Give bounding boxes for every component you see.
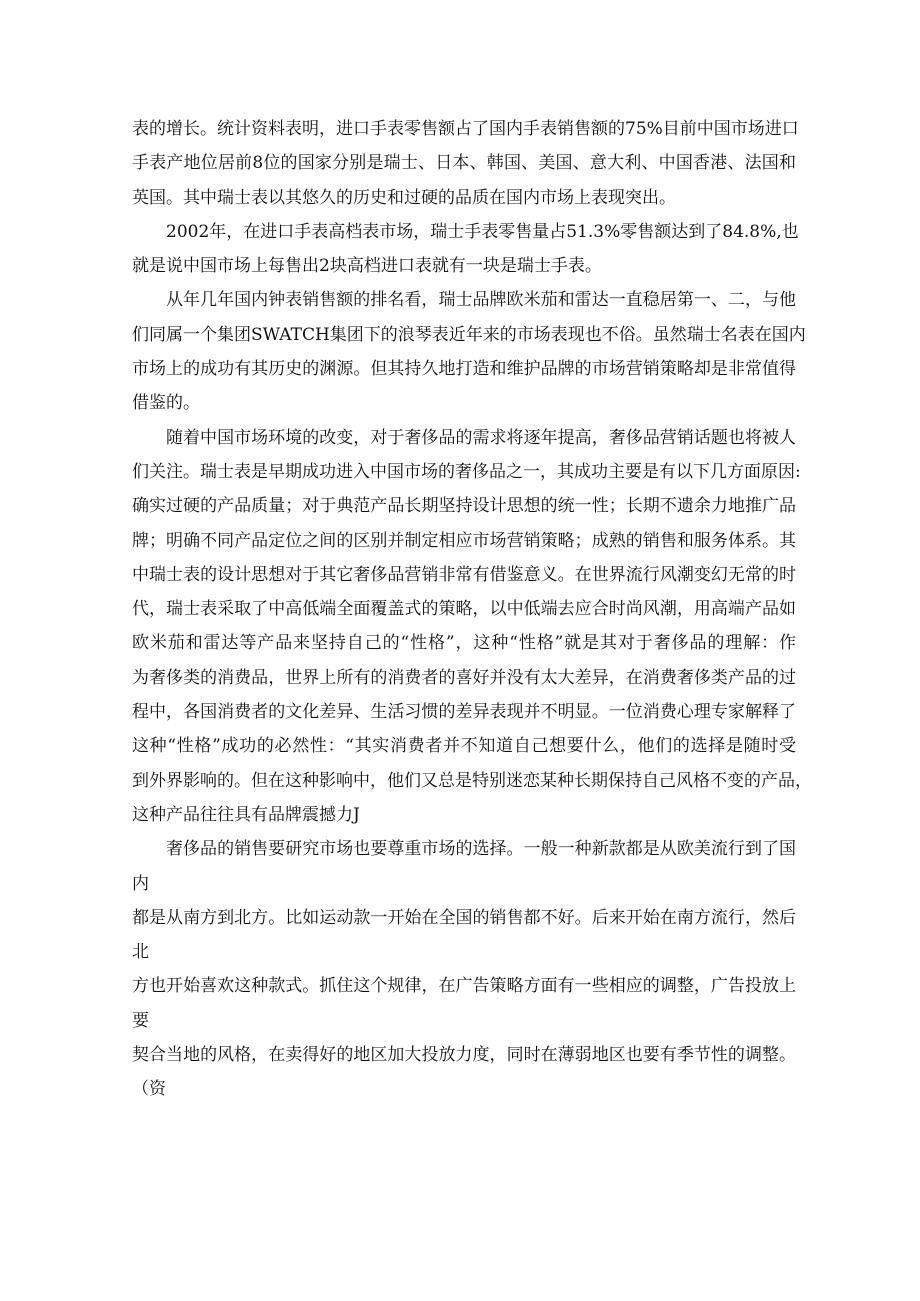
text-line: 要 [132, 1010, 149, 1031]
text-line: 英国。其中瑞士表以其悠久的历史和过硬的品质在国内市场上表现突出。 [132, 187, 676, 208]
text-line: 这种“性格”成功的必然性：“其实消费者并不知道自己想要什么，他们的选择是随时受 [132, 736, 796, 757]
text-line: 牌；明确不同产品定位之间的区别并制定相应市场营销策略；成熟的销售和服务体系。其 [132, 530, 796, 551]
text-line: 为奢侈类的消费品，世界上所有的消费者的喜好并没有太大差异，在消费奢侈类产品的过 [132, 667, 796, 688]
text-line: （资 [132, 1079, 166, 1100]
text-line: 内 [132, 873, 149, 894]
text-line: 就是说中国市场上每售出2块高档进口表就有一块是瑞士手表。 [132, 256, 602, 277]
text-line: 从年几年国内钟表销售额的排名看，瑞士品牌欧米茄和雷达一直稳居第一、二，与他 [166, 290, 796, 311]
text-line: 到外界影响的。但在这种影响中，他们又总是特别迷恋某种长期保持自己风格不变的产品， [132, 770, 812, 791]
text-line: 市场上的成功有其历史的渊源。但其持久地打造和维护品牌的市场营销策略却是非常值得 [132, 359, 796, 380]
text-line: 随着中国市场环境的改变，对于奢侈品的需求将逐年提高，奢侈品营销话题也将被人 [166, 427, 796, 448]
text-line: 奢侈品的销售要研究市场也要尊重市场的选择。一般一种新款都是从欧美流行到了国 [166, 839, 796, 860]
text-line: 中瑞士表的设计思想对于其它奢侈品营销非常有借鉴意义。在世界流行风潮变幻无常的时 [132, 564, 796, 585]
paragraph-1 [132, 112, 799, 215]
paragraph-5 [132, 832, 796, 1106]
text-line: 们关注。瑞士表是早期成功进入中国市场的奢侈品之一，其成功主要是有以下几方面原因: [132, 461, 801, 482]
text-line: 程中，各国消费者的文化差异、生活习惯的差异表现并不明显。一位消费心理专家解释了 [132, 702, 796, 723]
text-line: 表的增长。统计资料表明，进口手表零售额占了国内手表销售额的75%目前中国市场进口 [132, 119, 799, 139]
text-line: 这种产品往往具有品牌震撼力J [132, 804, 360, 825]
text-line: 契合当地的风格，在卖得好的地区加大投放力度，同时在薄弱地区也要有季节性的调整。 [132, 1045, 796, 1066]
text-line: 欧米茄和雷达等产品来坚持自己的“性格”，这种“性格”就是其对于奢侈品的理解：作 [132, 633, 796, 654]
text-line: 确实过硬的产品质量；对于典范产品长期坚持设计思想的统一性；长期不遗余力地推广品 [132, 496, 796, 517]
text-line: 们同属一个集团SWATCH集团下的浪琴表近年来的市场表现也不俗。虽然瑞士名表在国内 [132, 324, 806, 345]
paragraph-3 [132, 283, 806, 420]
text-line: 手表产地位居前8位的国家分别是瑞士、日本、韩国、美国、意大利、中国香港、法国和 [132, 153, 796, 174]
paragraph-2 [132, 215, 799, 284]
document-page [132, 112, 812, 1107]
text-line: 代，瑞士表采取了中高低端全面覆盖式的策略，以中低端去应合时尚风潮，用高端产品如 [132, 599, 796, 620]
text-line: 2002年，在进口手表高档表市场，瑞士手表零售量占51.3%零售额达到了84.8%,也 [166, 221, 799, 242]
text-line: 都是从南方到北方。比如运动款一开始在全国的销售都不好。后来开始在南方流行，然后 [132, 907, 796, 928]
paragraph-4 [132, 421, 812, 833]
text-line: 北 [132, 942, 149, 963]
text-line: 借鉴的。 [132, 393, 200, 414]
text-line: 方也开始喜欢这种款式。抓住这个规律，在广告策略方面有一些相应的调整，广告投放上 [132, 976, 796, 997]
